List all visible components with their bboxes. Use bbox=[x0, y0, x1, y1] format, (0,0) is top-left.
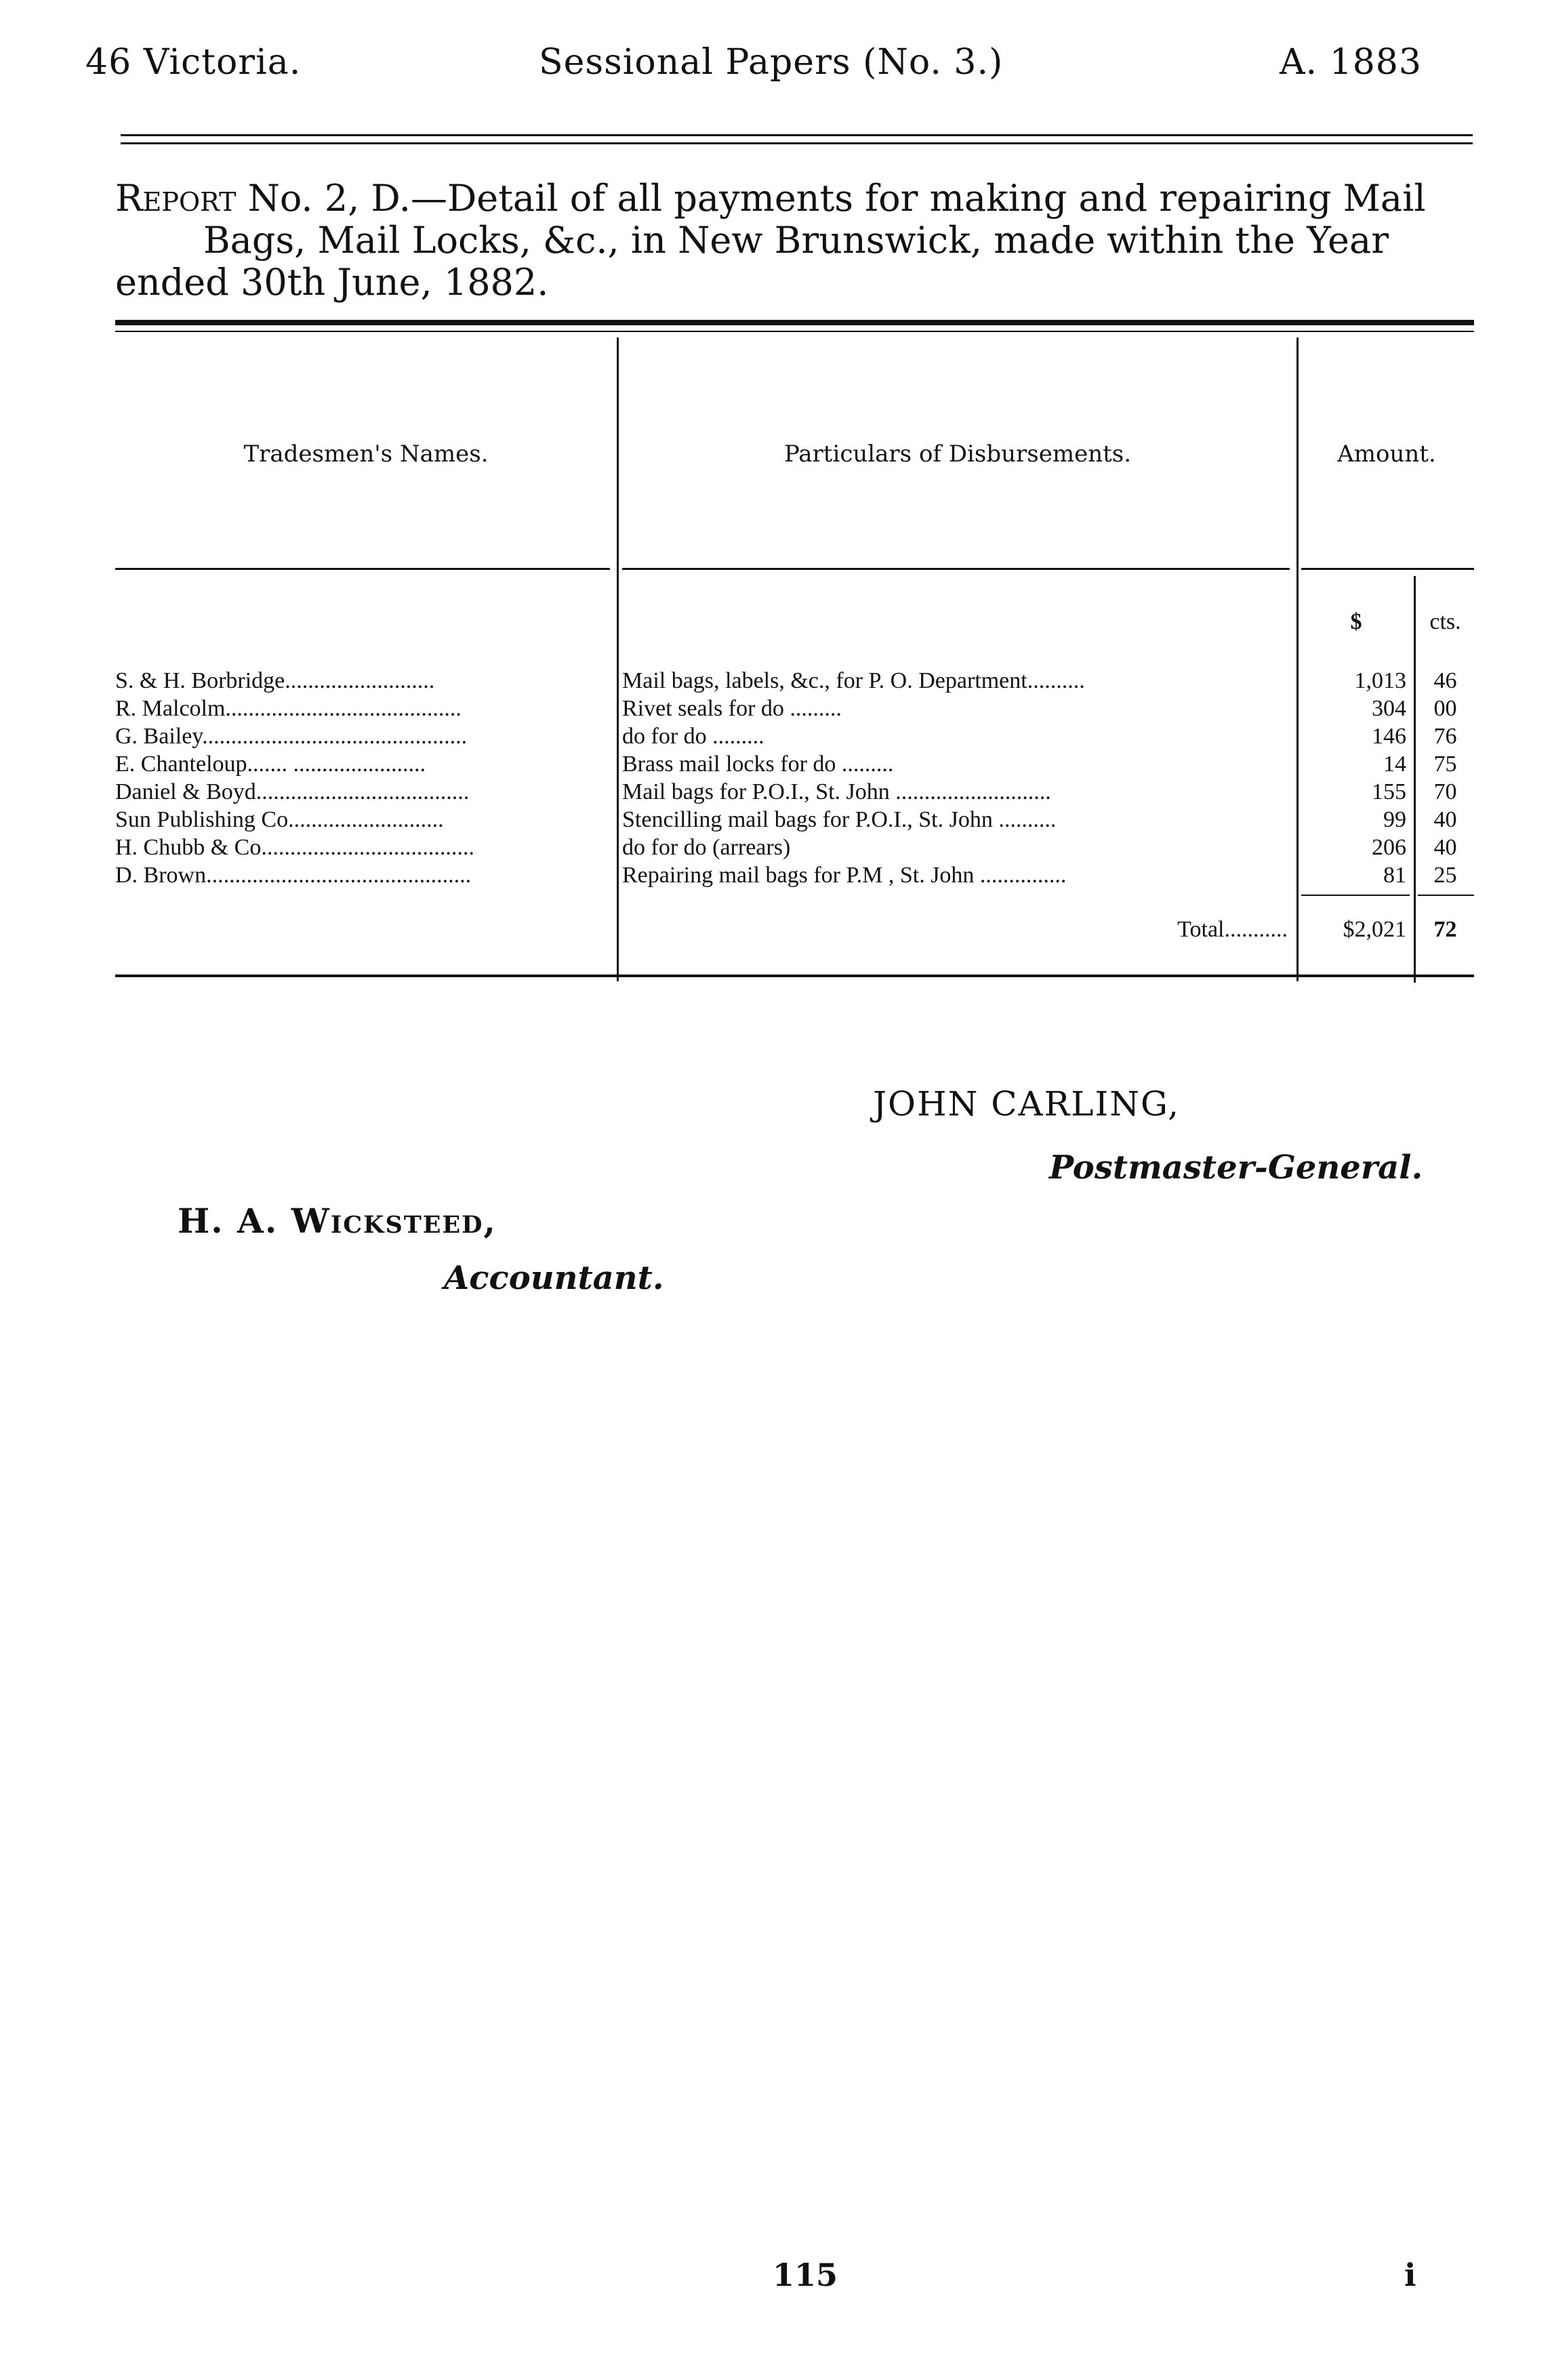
divider-particulars-amount bbox=[1296, 337, 1299, 981]
col-header-names: Tradesmen's Names. bbox=[243, 440, 489, 468]
row-dollars: 304 bbox=[1372, 696, 1406, 721]
row-name: H. Chubb & Co..................................... bbox=[115, 835, 474, 860]
col-header-particulars: Particulars of Disbursements. bbox=[783, 440, 1132, 468]
page-number: 115 bbox=[773, 2257, 838, 2293]
row-cents: 40 bbox=[1433, 835, 1457, 860]
sheet-signature-mark: i bbox=[1404, 2257, 1416, 2293]
divider-dollars-cents bbox=[1414, 576, 1416, 983]
head-rule-bottom bbox=[121, 142, 1473, 144]
total-cents: 72 bbox=[1433, 917, 1457, 942]
total-rule-cents bbox=[1418, 895, 1474, 896]
row-dollars: 14 bbox=[1383, 752, 1406, 777]
row-particulars: Mail bags, labels, &c., for P. O. Department.......... bbox=[622, 668, 1085, 693]
table-top-thin-rule bbox=[115, 331, 1474, 332]
report-title bbox=[115, 178, 1464, 304]
row-cents: 75 bbox=[1433, 752, 1457, 777]
row-cents: 40 bbox=[1433, 807, 1457, 832]
row-dollars: 155 bbox=[1372, 779, 1406, 804]
row-dollars: 81 bbox=[1383, 863, 1406, 888]
row-name: Daniel & Boyd..................................... bbox=[115, 779, 470, 804]
total-dollars: $2,021 bbox=[1343, 917, 1406, 942]
postmaster-general-title: Postmaster-General. bbox=[1049, 1149, 1423, 1187]
header-rule-amount bbox=[1301, 568, 1474, 570]
report-line-3: ended 30th June, 1882. bbox=[115, 261, 549, 304]
row-dollars: 99 bbox=[1383, 807, 1406, 832]
row-particulars: Brass mail locks for do ......... bbox=[622, 752, 894, 777]
unit-cents: cts. bbox=[1429, 609, 1461, 634]
row-cents: 25 bbox=[1433, 863, 1457, 888]
table-bottom-rule bbox=[115, 974, 1474, 977]
postmaster-general-name: JOHN CARLING, bbox=[873, 1084, 1181, 1124]
row-dollars: 206 bbox=[1372, 835, 1406, 860]
total-label: Total........... bbox=[1177, 917, 1288, 942]
report-line-2: Bags, Mail Locks, &c., in New Brunswick, made within the Year bbox=[203, 219, 1389, 262]
head-rule-top bbox=[121, 134, 1473, 136]
row-particulars: Stencilling mail bags for P.O.I., St. John .......... bbox=[622, 807, 1057, 832]
report-prefix: Report bbox=[115, 177, 237, 220]
row-particulars: do for do ......... bbox=[622, 724, 764, 749]
accountant-name bbox=[178, 1201, 497, 1241]
divider-names-particulars bbox=[617, 337, 619, 981]
row-name: D. Brown.............................................. bbox=[115, 863, 472, 888]
row-name: Sun Publishing Co........................... bbox=[115, 807, 444, 832]
row-particulars: Repairing mail bags for P.M , St. John ............... bbox=[622, 863, 1067, 888]
row-particulars: Mail bags for P.O.I., St. John ........................... bbox=[622, 779, 1051, 804]
row-dollars: 146 bbox=[1372, 724, 1406, 749]
report-line-1: No. 2, D.—Detail of all payments for making and repairing Mail bbox=[236, 177, 1426, 220]
header-rule-names bbox=[115, 568, 610, 570]
row-cents: 00 bbox=[1433, 696, 1457, 721]
unit-dollars: $ bbox=[1350, 609, 1362, 634]
row-cents: 46 bbox=[1433, 668, 1457, 693]
header-rule-particulars bbox=[622, 568, 1290, 570]
accountant-title: Accountant. bbox=[444, 1259, 664, 1297]
running-head-left: 46 Victoria. bbox=[85, 42, 302, 83]
row-name: S. & H. Borbridge.......................... bbox=[115, 668, 435, 693]
row-particulars: Rivet seals for do ......... bbox=[622, 696, 842, 721]
total-rule-dollars bbox=[1301, 895, 1410, 896]
row-particulars: do for do (arrears) bbox=[622, 835, 791, 860]
running-head-right: A. 1883 bbox=[1280, 42, 1422, 83]
accountant-surname: Wicksteed, bbox=[291, 1201, 497, 1241]
row-cents: 76 bbox=[1433, 724, 1457, 749]
running-head-center: Sessional Papers (No. 3.) bbox=[539, 42, 1004, 83]
col-header-amount: Amount. bbox=[1337, 440, 1436, 468]
row-name: G. Bailey.............................................. bbox=[115, 724, 468, 749]
row-dollars: 1,013 bbox=[1354, 668, 1406, 693]
row-cents: 70 bbox=[1433, 779, 1457, 804]
table-top-rule bbox=[115, 320, 1474, 325]
accountant-initials: H. A. bbox=[178, 1201, 291, 1241]
row-name: R. Malcolm......................................... bbox=[115, 696, 462, 721]
row-name: E. Chanteloup....... ....................... bbox=[115, 752, 426, 777]
